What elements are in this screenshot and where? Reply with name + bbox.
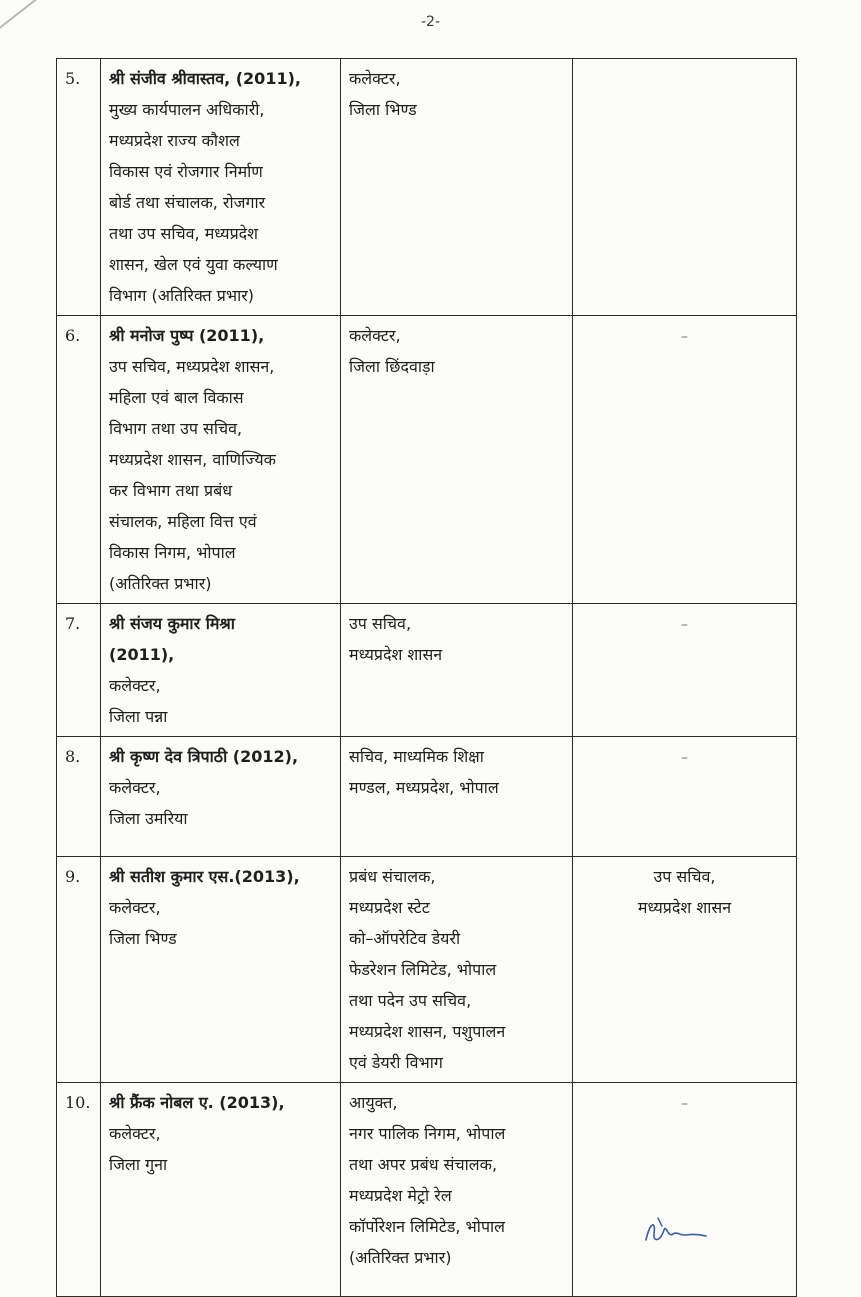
new-posting-cell	[341, 737, 573, 857]
new-posting-line: को–ऑपरेटिव डेयरी	[349, 929, 461, 948]
officer-name-line: श्री फ्रैंक नोबल ए. (2013),	[109, 1093, 285, 1112]
additional-charge-cell: –	[573, 1083, 797, 1297]
serial-number: 5.	[57, 59, 101, 316]
officer-name-cell	[101, 316, 341, 604]
new-posting-line: मध्यप्रदेश मेट्रो रेल	[349, 1186, 452, 1205]
officer-name-line: कलेक्टर,	[109, 676, 161, 695]
officer-name-line: तथा उप सचिव, मध्यप्रदेश	[109, 224, 259, 243]
officer-name-cell	[101, 1083, 341, 1297]
serial-number: 7.	[57, 604, 101, 737]
page-number: -2-	[420, 14, 440, 30]
officer-name-line: विभाग तथा उप सचिव,	[109, 419, 243, 438]
new-posting-cell	[341, 316, 573, 604]
new-posting-cell	[341, 857, 573, 1083]
officer-name-line: जिला भिण्ड	[109, 929, 177, 948]
officer-name-line: (2011),	[109, 645, 175, 664]
signature-mark	[640, 1212, 710, 1250]
table-row	[57, 59, 797, 316]
officer-name-line: श्री कृष्ण देव त्रिपाठी (2012),	[109, 747, 299, 766]
new-posting-line: प्रबंध संचालक,	[349, 867, 436, 886]
new-posting-line: मण्डल, मध्यप्रदेश, भोपाल	[349, 778, 499, 797]
officer-name-cell	[101, 59, 341, 316]
officer-name-line: श्री सतीश कुमार एस.(2013),	[109, 867, 300, 886]
new-posting-line: जिला छिंदवाड़ा	[349, 357, 435, 376]
officer-name-line: उप सचिव, मध्यप्रदेश शासन,	[109, 357, 275, 376]
officer-name-line: कर विभाग तथा प्रबंध	[109, 481, 233, 500]
officer-name-line: संचालक, महिला वित्त एवं	[109, 512, 257, 531]
officer-name-line: महिला एवं बाल विकास	[109, 388, 244, 407]
additional-charge-line: उप सचिव,	[653, 867, 716, 886]
new-posting-line: आयुक्त,	[349, 1093, 398, 1112]
officer-name-line: (अतिरिक्त प्रभार)	[109, 574, 212, 593]
new-posting-cell	[341, 604, 573, 737]
new-posting-line: सचिव, माध्यमिक शिक्षा	[349, 747, 484, 766]
additional-charge-cell	[573, 857, 797, 1083]
new-posting-line: (अतिरिक्त प्रभार)	[349, 1248, 452, 1267]
additional-charge-cell: –	[573, 316, 797, 604]
new-posting-line: नगर पालिक निगम, भोपाल	[349, 1124, 506, 1143]
officer-name-line: जिला गुना	[109, 1155, 168, 1174]
transfer-order-table	[56, 58, 797, 1297]
new-posting-line: तथा अपर प्रबंध संचालक,	[349, 1155, 498, 1174]
new-posting-cell	[341, 1083, 573, 1297]
officer-name-line: श्री संजय कुमार मिश्रा	[109, 614, 235, 633]
new-posting-line: फेडरेशन लिमिटेड, भोपाल	[349, 960, 497, 979]
officer-name-line: बोर्ड तथा संचालक, रोजगार	[109, 193, 266, 212]
new-posting-line: जिला भिण्ड	[349, 100, 417, 119]
additional-charge-line: मध्यप्रदेश शासन	[637, 898, 732, 917]
new-posting-line: एवं डेयरी विभाग	[349, 1053, 443, 1072]
new-posting-line: कलेक्टर,	[349, 326, 401, 345]
serial-number: 8.	[57, 737, 101, 857]
officer-name-line: विकास निगम, भोपाल	[109, 543, 236, 562]
officer-name-line: मुख्य कार्यपालन अधिकारी,	[109, 100, 265, 119]
additional-charge-cell	[573, 59, 797, 316]
officer-name-line: विकास एवं रोजगार निर्माण	[109, 162, 263, 181]
table-row	[57, 316, 797, 604]
table-row	[57, 1083, 797, 1297]
new-posting-line: मध्यप्रदेश स्टेट	[349, 898, 430, 917]
officer-name-cell	[101, 737, 341, 857]
additional-charge-cell: –	[573, 737, 797, 857]
new-posting-line: मध्यप्रदेश शासन	[349, 645, 443, 664]
officer-name-line: मध्यप्रदेश शासन, वाणिज्यिक	[109, 450, 276, 469]
table-row	[57, 604, 797, 737]
new-posting-cell	[341, 59, 573, 316]
officer-name-line: जिला पन्ना	[109, 707, 168, 726]
officer-name-cell	[101, 857, 341, 1083]
officer-name-line: कलेक्टर,	[109, 778, 161, 797]
officer-name-cell	[101, 604, 341, 737]
officer-name-line: शासन, खेल एवं युवा कल्याण	[109, 255, 278, 274]
serial-number: 10.	[57, 1083, 101, 1297]
officer-name-line: श्री संजीव श्रीवास्तव, (2011),	[109, 69, 301, 88]
table-row	[57, 857, 797, 1083]
officer-name-line: कलेक्टर,	[109, 898, 161, 917]
new-posting-line: उप सचिव,	[349, 614, 412, 633]
additional-charge-cell: –	[573, 604, 797, 737]
officer-name-line: जिला उमरिया	[109, 809, 188, 828]
serial-number: 6.	[57, 316, 101, 604]
serial-number: 9.	[57, 857, 101, 1083]
officer-name-line: कलेक्टर,	[109, 1124, 161, 1143]
new-posting-line: कलेक्टर,	[349, 69, 401, 88]
new-posting-line: तथा पदेन उप सचिव,	[349, 991, 472, 1010]
new-posting-line: मध्यप्रदेश शासन, पशुपालन	[349, 1022, 506, 1041]
new-posting-line: कॉर्पोरेशन लिमिटेड, भोपाल	[349, 1217, 506, 1236]
officer-name-line: विभाग (अतिरिक्त प्रभार)	[109, 286, 255, 305]
table-row	[57, 737, 797, 857]
officer-name-line: मध्यप्रदेश राज्य कौशल	[109, 131, 240, 150]
officer-name-line: श्री मनोज पुष्प (2011),	[109, 326, 265, 345]
